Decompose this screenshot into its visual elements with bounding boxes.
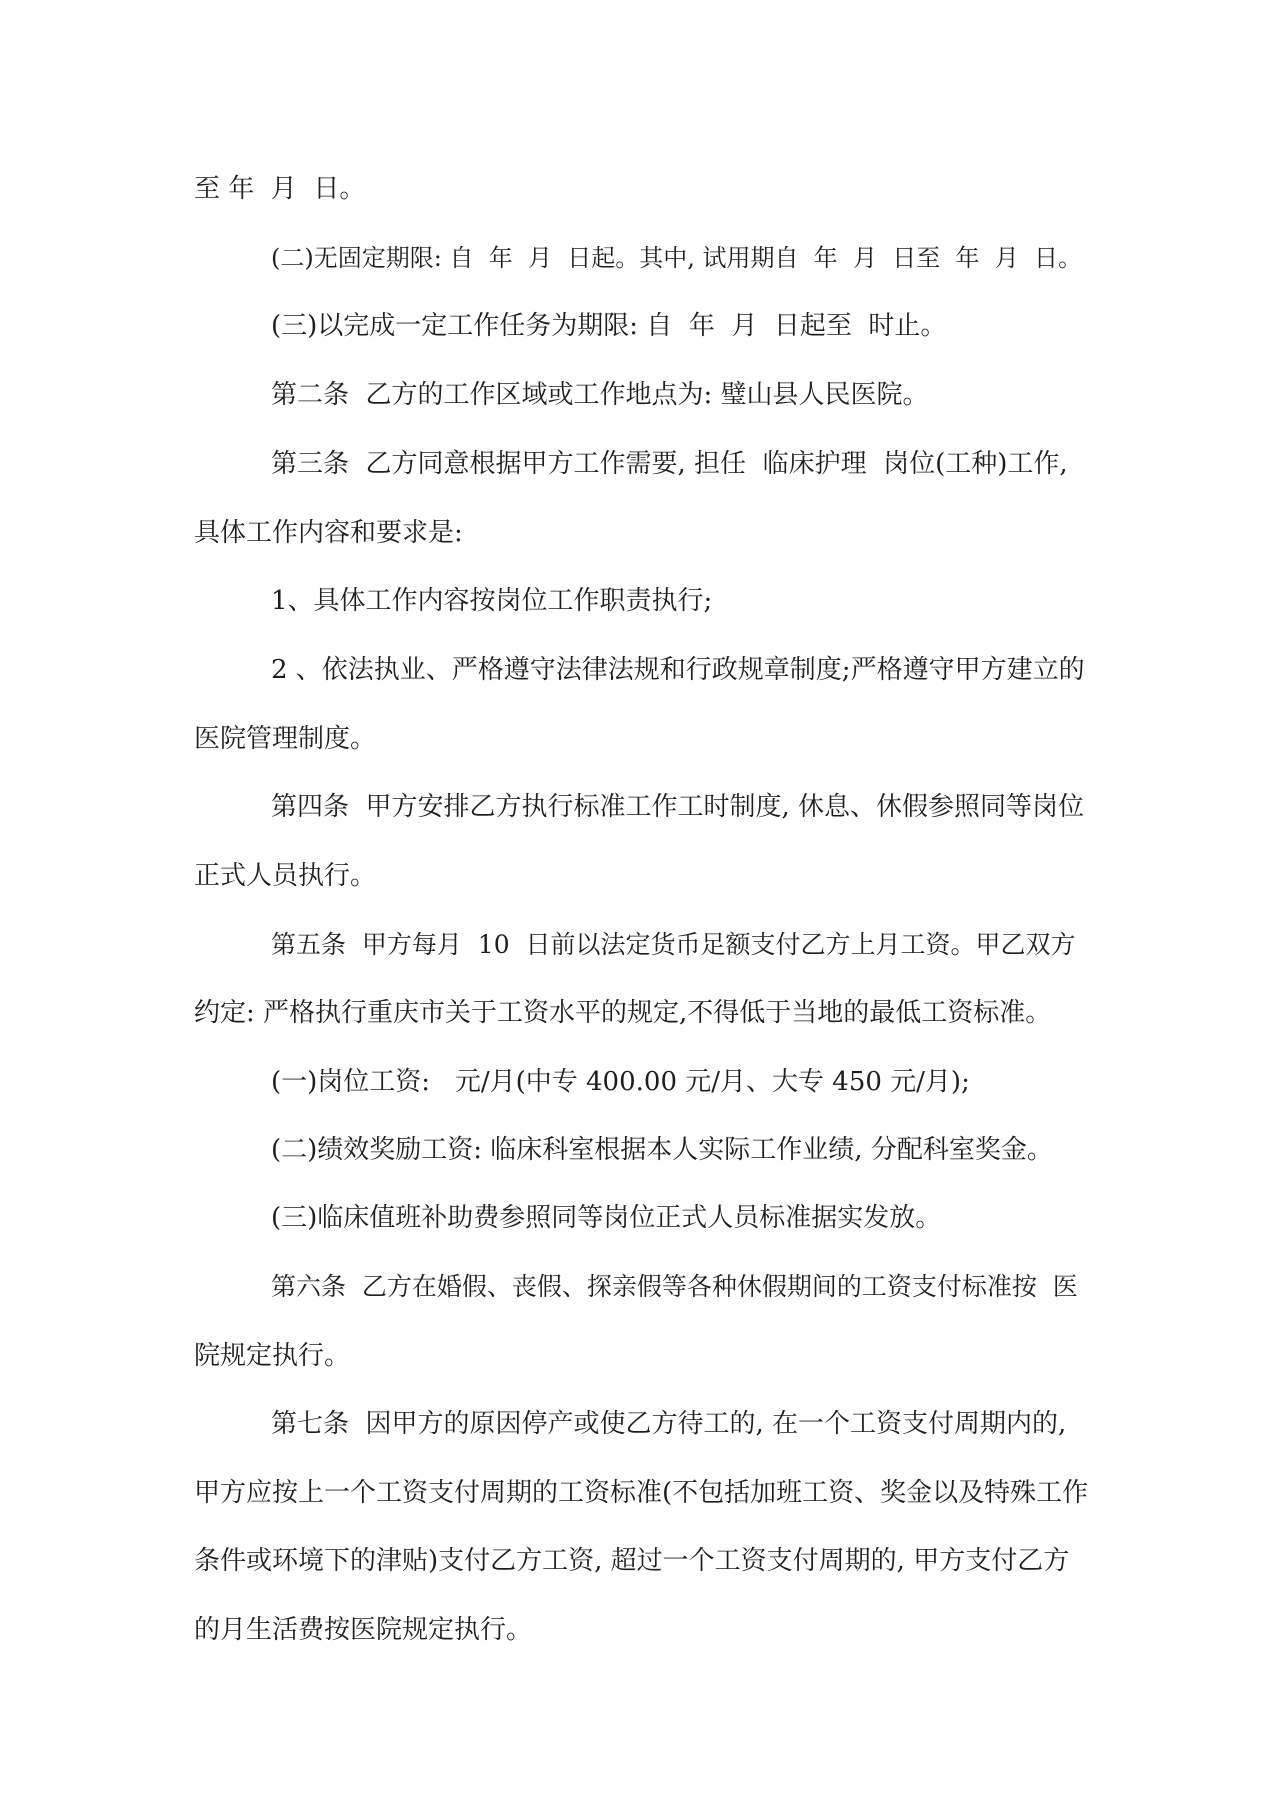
text-line: 第三条 乙方同意根据甲方工作需要, 担任 临床护理 岗位(工种)工作, xyxy=(271,449,1068,479)
text-line: (一)岗位工资: 元/月(中专 400.00 元/月、大专 450 元/月); xyxy=(271,1067,970,1097)
text-line: (三)临床值班补助费参照同等岗位正式人员标准据实发放。 xyxy=(271,1203,942,1233)
text-line: 第七条 因甲方的原因停产或使乙方待工的, 在一个工资支付周期内的, xyxy=(271,1409,1067,1439)
text-line: 正式人员执行。 xyxy=(194,861,377,891)
text-line: 甲方应按上一个工资支付周期的工资标准(不包括加班工资、奖金以及特殊工作 xyxy=(194,1478,1089,1508)
text-line: 医院管理制度。 xyxy=(194,724,377,754)
text-line: 第二条 乙方的工作区域或工作地点为: 璧山县人民医院。 xyxy=(271,380,929,410)
text-line: 条件或环境下的津贴)支付乙方工资, 超过一个工资支付周期的, 甲方支付乙方 xyxy=(194,1546,1070,1576)
text-line: 具体工作内容和要求是: xyxy=(194,518,463,548)
text-line: (二)无固定期限: 自 年 月 日起。其中, 试用期自 年 月 日至 年 月 日。 xyxy=(271,244,1083,272)
text-line: 第四条 甲方安排乙方执行标准工作工时制度, 休息、休假参照同等岗位 xyxy=(271,792,1085,822)
text-line: 第五条 甲方每月 10 日前以法定货币足额支付乙方上月工资。甲乙双方 xyxy=(271,930,1076,959)
text-line: 的月生活费按医院规定执行。 xyxy=(194,1615,533,1645)
text-line: (三)以完成一定工作任务为期限: 自 年 月 日起至 时止。 xyxy=(271,311,947,341)
text-line: (二)绩效奖励工资: 临床科室根据本人实际工作业绩, 分配科室奖金。 xyxy=(271,1135,1053,1165)
text-line: 第六条 乙方在婚假、丧假、探亲假等各种休假期间的工资支付标准按 医 xyxy=(271,1272,1078,1301)
text-line: 至 年 月 日。 xyxy=(194,174,366,204)
text-line: 2 、依法执业、严格遵守法律法规和行政规章制度;严格遵守甲方建立的 xyxy=(271,655,1085,685)
text-line: 约定: 严格执行重庆市关于工资水平的规定,不得低于当地的最低工资标准。 xyxy=(194,998,1052,1028)
text-line: 1、具体工作内容按岗位工作职责执行; xyxy=(271,586,713,616)
text-line: 院规定执行。 xyxy=(194,1341,351,1371)
